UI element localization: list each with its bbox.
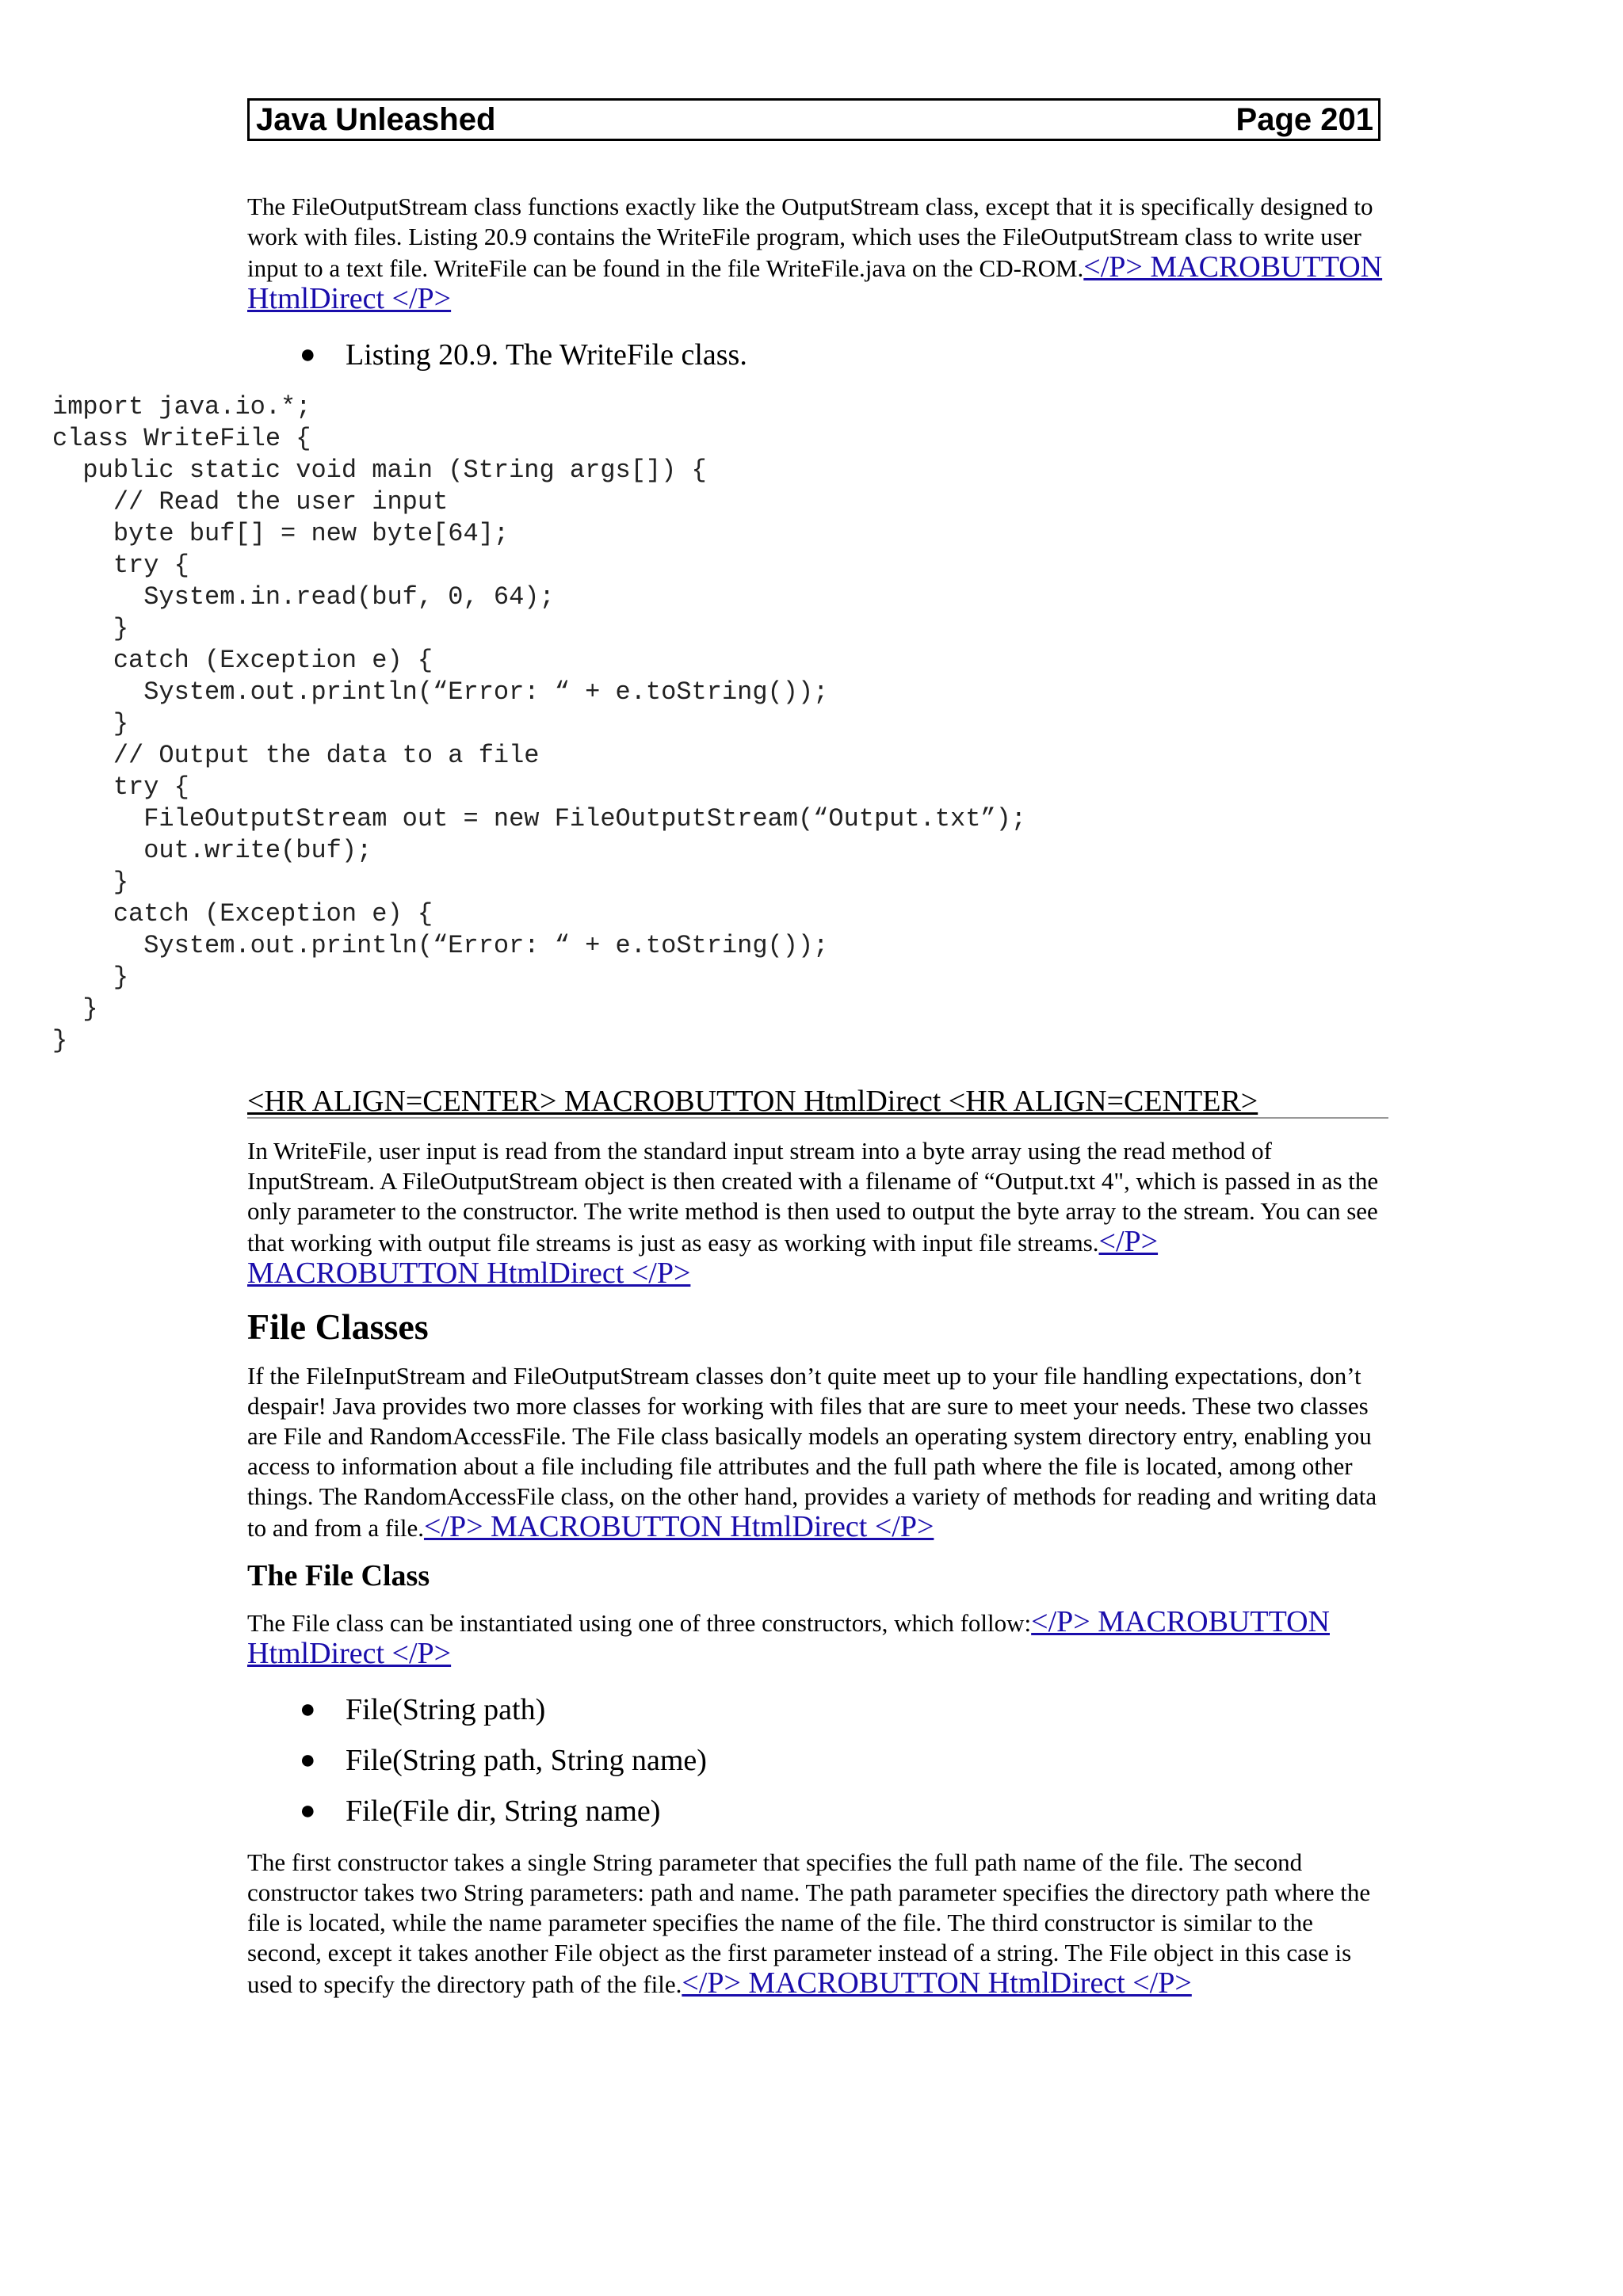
page-header [247, 98, 1381, 141]
hr-macrobutton-text: <HR ALIGN=CENTER> MACROBUTTON HtmlDirect <HR ALIGN=CENTER> [247, 1085, 1258, 1118]
constructor-detail-macrobutton-link[interactable]: </P> MACROBUTTON HtmlDirect </P> [682, 1966, 1192, 2000]
intro-paragraph [247, 192, 1388, 315]
constructor-item [247, 1684, 1388, 1735]
listing-caption-text: Listing 20.9. The WriteFile class. [346, 338, 747, 372]
intro-macrobutton-link[interactable]: </P> MACROBUTTON HtmlDirect </P> [247, 250, 1383, 315]
bullet-icon: ● [300, 1695, 316, 1724]
constructor-text: File(File dir, String name) [346, 1794, 661, 1828]
listing-caption-list [247, 330, 1388, 380]
horizontal-rule [247, 1117, 1388, 1119]
file-classes-macrobutton-link[interactable]: </P> MACROBUTTON HtmlDirect </P> [423, 1510, 934, 1543]
section-title-file-classes: File Classes [247, 1306, 429, 1347]
file-classes-paragraph [247, 1361, 1388, 1543]
explanation-text: In WriteFile, user input is read from the standard input stream into a byte array using the read method of InputStream. A FileOutputStream object is then created with a filename of “Output.txt 4", which is passed in as the only parameter to the constructor. The write method is then used to output the byte array to the stream. You can see that working with output file streams is just as easy as working with input file streams. [247, 1137, 1379, 1257]
listing-caption [247, 330, 1388, 380]
bullet-icon: ● [300, 340, 316, 369]
intro-text: The FileOutputStream class functions exactly like the OutputStream class, except that it is specifically designed to work with files. Listing 20.9 contains the WriteFile program, which uses the FileOutputStream class to write user input to a text file. WriteFile can be found in the file WriteFile.java on the CD-ROM. [247, 193, 1373, 282]
explanation-paragraph [247, 1136, 1388, 1290]
body-section [247, 1136, 1388, 2014]
file-classes-text: If the FileInputStream and FileOutputStream classes don’t quite meet up to your file handling expectations, don’t despair! Java provides two more classes for working with files that are sure to meet your needs. These two classes are File and RandomAccessFile. The File class basically models an operating system directory entry, enabling you access to information about a file including file attributes and the full path where the file is located, among other things. The RandomAccessFile class, on the other hand, provides a variety of methods for reading and writing data to and from a file. [247, 1362, 1377, 1542]
constructor-item [247, 1735, 1388, 1786]
code-listing: import java.io.*; class WriteFile { public static void main (String args[]) { // Read the user input byte buf[] = new byte[64]; try { System.in.read(buf, 0, 64); } catch (Exception e) { System.out.println(“Error: “ + e.toString()); } // Output the data to a file try { FileOutputStream out = new FileOutputStream(“Output.txt”); out.write(buf); } catch (Exception e) { System.out.println(“Error: “ + e.toString()); } } } [52, 392, 1026, 1055]
file-class-text: The File class can be instantiated using one of three constructors, which follow: [247, 1609, 1032, 1637]
file-class-macrobutton-link[interactable]: </P> MACROBUTTON HtmlDirect </P> [247, 1605, 1330, 1670]
bullet-icon: ● [300, 1745, 316, 1775]
explanation-macrobutton-link[interactable]: </P> MACROBUTTON HtmlDirect </P> [247, 1225, 1159, 1290]
book-title: Java Unleashed [256, 101, 496, 137]
constructor-text: File(String path, String name) [346, 1744, 707, 1777]
constructor-list [247, 1684, 1388, 1836]
constructor-detail-paragraph [247, 1848, 1388, 2000]
intro-section [247, 192, 1388, 391]
subsection-title-file-class: The File Class [247, 1559, 430, 1592]
page-number: Page 201 [1235, 101, 1373, 137]
bullet-icon: ● [300, 1796, 316, 1825]
constructor-text: File(String path) [346, 1693, 546, 1726]
constructor-detail-text: The first constructor takes a single String parameter that specifies the full path name of the file. The second constructor takes two String parameters: path and name. The path parameter specifies the directory path where the file is located, while the name parameter specifies the name of the file. The third constructor is similar to the second, except it takes another File object as the first parameter instead of a string. The File object in this case is used to specify the directory path of the file. [247, 1848, 1371, 1998]
file-class-paragraph [247, 1607, 1388, 1670]
constructor-item [247, 1786, 1388, 1836]
